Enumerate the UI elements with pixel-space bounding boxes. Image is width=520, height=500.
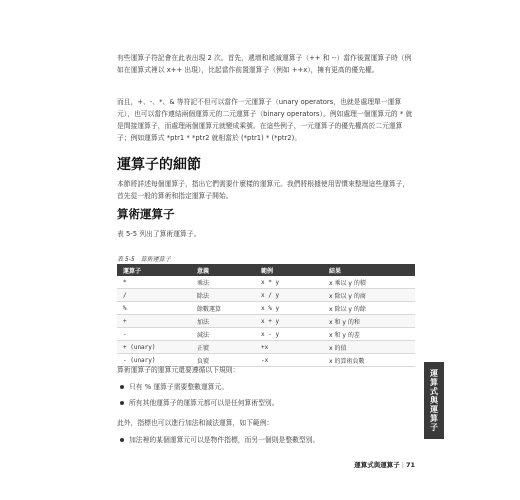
paragraph-pointer-arithmetic: 此外，指標也可以進行加法和減法運算，如下範例： [117, 419, 274, 427]
meaning-cell: 除法 [191, 289, 255, 302]
subsection-heading: 算術運算子 [117, 207, 175, 221]
list-item: 加法裡的某個運算元可以是物件指標，而另一個則是整數型別。 [117, 434, 415, 446]
section-heading: 運算子的細節 [117, 157, 201, 173]
meaning-cell: 正號 [191, 341, 255, 354]
list-item: 只有 % 運算子需要整數運算元。 [117, 381, 415, 393]
table-row [117, 289, 415, 302]
meaning-cell: 餘數運算 [191, 302, 255, 315]
operator-cell: % [117, 302, 191, 315]
result-cell: x 和 y 的差 [323, 328, 415, 341]
table-caption: 表 5-5 算術運算子 [117, 256, 171, 263]
table-header-cell: 意義 [191, 264, 255, 276]
table-row [117, 302, 415, 315]
table-header-cell: 結果 [323, 264, 415, 276]
paragraph-section-intro: 本節將詳述每個運算子，指出它們需要什麼樣的運算元。我們將根據使用習慣來整理這些運算子，首先從一般的算術和指定運算子開始。 [117, 180, 410, 200]
example-cell: x % y [255, 302, 323, 315]
result-cell: x 除以 y 的商 [323, 289, 415, 302]
pointer-rules-list [117, 434, 415, 450]
example-cell: -x [255, 354, 323, 367]
table-header-row [117, 264, 415, 276]
result-cell: x 除以 y 的餘 [323, 302, 415, 315]
paragraph-precedence-notes: 有些運算子符記會在此表出現 2 次。首先，遞增和遞減運算子（++ 和 --）當作後置運算子時（例如在運算式裡以 x++ 出現），比起當作前置運算子（例如 ++x），擁有更高的優先權。 [117, 54, 412, 74]
meaning-cell: 減法 [191, 328, 255, 341]
operator-cell: - [117, 328, 191, 341]
table-row [117, 341, 415, 354]
page-number: 71 [405, 461, 415, 469]
result-cell: x 的算術負數 [323, 354, 415, 367]
example-cell: x - y [255, 328, 323, 341]
chapter-side-tab: 運算式與運算子 [424, 362, 444, 439]
page-footer [340, 460, 415, 469]
footer-separator: | [401, 461, 404, 469]
list-item: 所有其他運算子的運算元都可以是任何算術型別。 [117, 397, 415, 409]
operator-cell: + (unary) [117, 341, 191, 354]
footer-chapter-title: 運算式與運算子 [354, 461, 400, 469]
meaning-cell: 加法 [191, 315, 255, 328]
table-header-cell: 運算子 [117, 264, 191, 276]
operator-cell: / [117, 289, 191, 302]
example-cell: x + y [255, 315, 323, 328]
result-cell: x 和 y 的和 [323, 315, 415, 328]
table-row [117, 328, 415, 341]
paragraph-unary-binary: 而且，+、-、*、& 等符記不但可以當作一元運算子（unary operators，也就是處理單一運算元），也可以當作連結兩個運算元的二元運算子（binary operators）。例如處理一個運算元的 * 就是間接運算子，而處理兩個運算元就變成乘號。在這些例子，一元運算子的優先權高於二元運算子；例如運算式 *ptr1 * *ptr2 就相當於 (*ptr1) * (*ptr2)。 [117, 98, 413, 142]
table-row [117, 315, 415, 328]
arithmetic-operators-table [117, 264, 415, 367]
operator-cell: * [117, 276, 191, 289]
example-cell: x * y [255, 276, 323, 289]
operator-cell: - (unary) [117, 354, 191, 367]
result-cell: x 的值 [323, 341, 415, 354]
table-row [117, 276, 415, 289]
result-cell: x 乘以 y 的積 [323, 276, 415, 289]
paragraph-table-intro: 表 5-5 列出了算術運算子。 [117, 230, 201, 238]
paragraph-operand-rules: 算術運算子的運算元還要遵循以下規則： [117, 366, 240, 374]
meaning-cell: 乘法 [191, 276, 255, 289]
example-cell: +x [255, 341, 323, 354]
operator-cell: + [117, 315, 191, 328]
table-header-cell: 範例 [255, 264, 323, 276]
meaning-cell: 負號 [191, 354, 255, 367]
operand-rules-list [117, 381, 415, 413]
example-cell: x / y [255, 289, 323, 302]
